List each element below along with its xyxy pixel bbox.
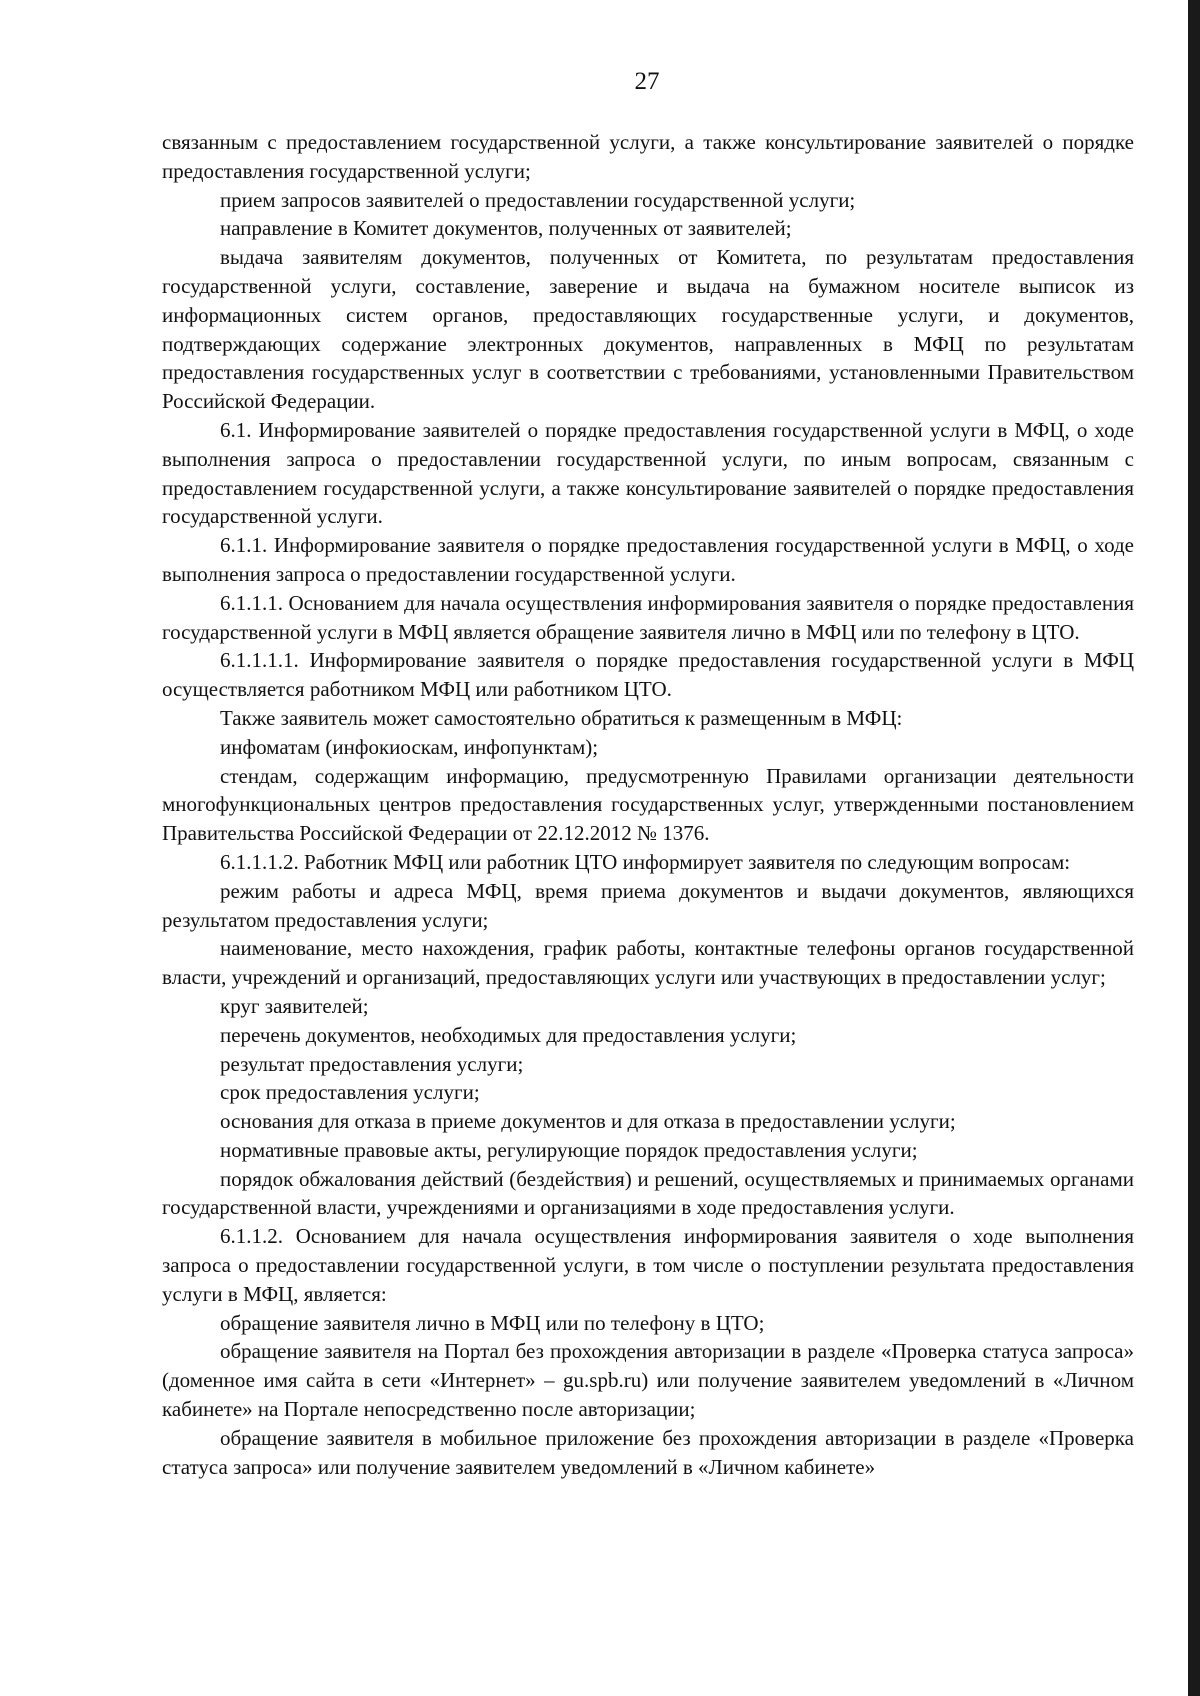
paragraph: 6.1.1.1.2. Работник МФЦ или работник ЦТО информирует заявителя по следующим вопросам: xyxy=(220,849,1071,874)
paragraph: круг заявителей; xyxy=(220,993,369,1018)
paragraph: 6.1.1.2. Основанием для начала осуществления информирования заявителя о ходе выполнения запроса о предоставлении государственной услуги, в том числе о поступлении результата предоставления услуги в МФЦ, является: xyxy=(162,1224,1134,1306)
paragraph: прием запросов заявителей о предоставлении государственной услуги; xyxy=(220,187,856,212)
paragraph: режим работы и адреса МФЦ, время приема документов и выдачи документов, являющихся результатом предоставления услуги; xyxy=(162,878,1134,932)
paragraph: перечень документов, необходимых для предоставления услуги; xyxy=(220,1022,797,1047)
paragraph: 6.1. Информирование заявителей о порядке предоставления государственной услуги в МФЦ, о ходе выполнения запроса о предоставлении государственной услуги, по иным вопросам, связанным с предоставлением государственной услуги, а также консультирование заявителей о порядке предоставления государственной услуги. xyxy=(162,417,1134,529)
paragraph: обращение заявителя на Портал без прохождения авторизации в разделе «Проверка статуса запроса» (доменное имя сайта в сети «Интернет» – gu.spb.ru) или получение заявителем уведомлений в «Личном кабинете» на Портале непосредственно после авторизации; xyxy=(162,1339,1134,1422)
paragraph: наименование, место нахождения, график работы, контактные телефоны органов государственной власти, учреждений и организаций, предоставляющих услуги или участвующих в предоставлении услуг; xyxy=(162,936,1134,990)
paragraph: результат предоставления услуги; xyxy=(220,1051,524,1076)
scan-edge-shadow xyxy=(1188,0,1200,1696)
paragraph: направление в Комитет документов, полученных от заявителей; xyxy=(220,216,792,241)
paragraph: обращение заявителя в мобильное приложение без прохождения авторизации в разделе «Проверка статуса запроса» или получение заявителем уведомлений в «Личном кабинете» xyxy=(162,1425,1134,1479)
paragraph: обращение заявителя лично в МФЦ или по телефону в ЦТО; xyxy=(220,1310,765,1335)
paragraph: стендам, содержащим информацию, предусмотренную Правилами организации деятельности многофункциональных центров предоставления государственных услуг, утвержденными постановлением Правительства Российской Федерации от 22.12.2012 № 1376. xyxy=(162,763,1134,846)
paragraph: 6.1.1.1. Основанием для начала осуществления информирования заявителя о порядке предоставления государственной услуги в МФЦ является обращение заявителя лично в МФЦ или по телефону в ЦТО. xyxy=(162,590,1134,644)
paragraph: выдача заявителям документов, полученных от Комитета, по результатам предоставления государственной услуги, составление, заверение и выдача на бумажном носителе выписок из информационных систем органов, предоставляющих государственные услуги, и документов, подтверждающих содержание электронных документов, направленных в МФЦ по результатам предоставления государственных услуг в соответствии с требованиями, установленными Правительством Российской Федерации. xyxy=(162,245,1134,414)
paragraph: инфоматам (инфокиоскам, инфопунктам); xyxy=(220,734,599,759)
paragraph: порядок обжалования действий (бездействия) и решений, осуществляемых и принимаемых органами государственной власти, учреждениями и организациями в ходе предоставления услуги. xyxy=(162,1166,1134,1220)
paragraph: основания для отказа в приеме документов и для отказа в предоставлении услуги; xyxy=(220,1109,956,1134)
paragraph: срок предоставления услуги; xyxy=(220,1080,480,1105)
paragraph: связанным с предоставлением государственной услуги, а также консультирование заявителей о порядке предоставления государственной услуги; xyxy=(162,130,1134,183)
document-body xyxy=(162,128,1134,1481)
paragraph: 6.1.1. Информирование заявителя о порядке предоставления государственной услуги в МФЦ, о ходе выполнения запроса о предоставлении государственной услуги. xyxy=(162,533,1134,586)
paragraph: 6.1.1.1.1. Информирование заявителя о порядке предоставления государственной услуги в МФЦ осуществляется работником МФЦ или работником ЦТО. xyxy=(162,648,1134,702)
paragraph: Также заявитель может самостоятельно обратиться к размещенным в МФЦ: xyxy=(220,705,903,730)
paragraph: нормативные правовые акты, регулирующие порядок предоставления услуги; xyxy=(220,1137,918,1162)
page-number: 27 xyxy=(634,68,660,95)
